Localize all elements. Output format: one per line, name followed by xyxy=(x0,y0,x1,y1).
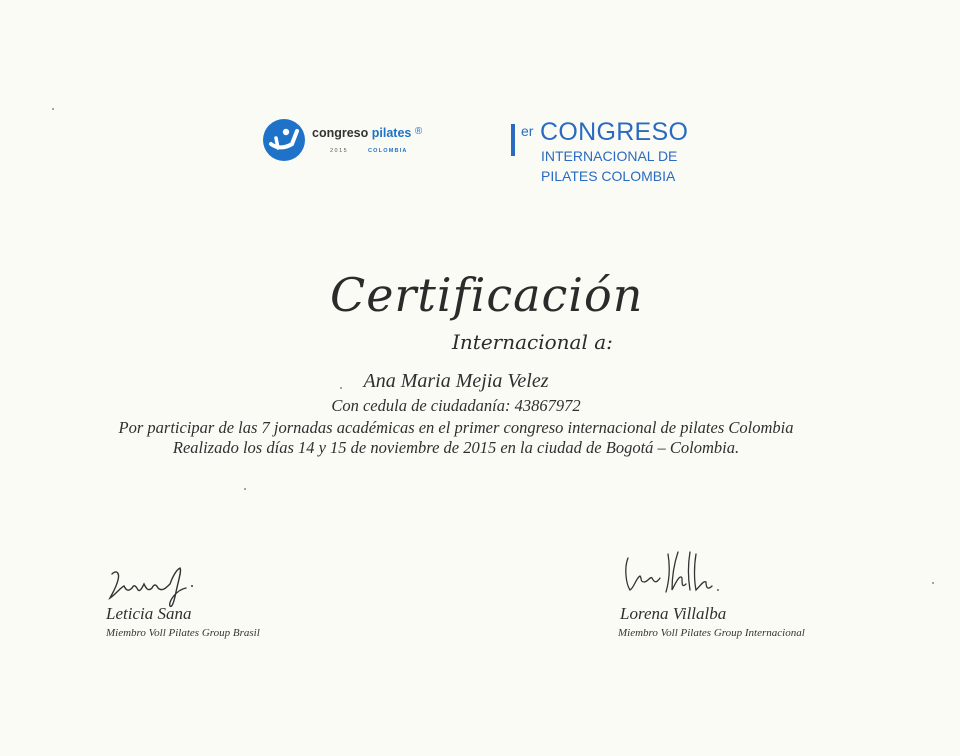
logo-subtitle-line2: PILATES COLOMBIA xyxy=(541,168,676,184)
scan-speck xyxy=(340,387,342,389)
signature-right-image xyxy=(620,548,730,600)
logo-country: COLOMBIA xyxy=(368,148,408,154)
logo-title: CONGRESO xyxy=(540,118,689,146)
certificate-text-line2: Realizado los días 14 y 15 de noviembre de 2015 en la ciudad de Bogotá – Colombia. xyxy=(172,438,740,457)
signatory-right-name: Lorena Villalba xyxy=(620,604,727,623)
logo-year: 2015 xyxy=(330,148,349,154)
scan-speck xyxy=(932,582,934,584)
signatory-right-role: Miembro Voll Pilates Group Internacional xyxy=(618,627,805,639)
scan-speck xyxy=(244,488,246,490)
primer-congreso-logo xyxy=(507,118,697,186)
logo-ordinal: er xyxy=(521,123,534,139)
congreso-pilates-logo xyxy=(262,118,432,166)
congreso-pilates-wordmark: congreso pilates ® xyxy=(312,126,423,140)
recipient-id: Con cedula de ciudadanía: 43867972 xyxy=(331,396,581,415)
pilates-figure-icon xyxy=(262,118,306,162)
logo-subtitle-line1: INTERNACIONAL DE xyxy=(541,148,678,164)
recipient-name: Ana Maria Mejia Velez xyxy=(363,370,549,392)
scan-speck xyxy=(52,108,54,110)
signatory-left-name: Leticia Sana xyxy=(106,604,192,623)
certificate-subtitle: Internacional a: xyxy=(452,330,613,354)
signatory-left-role: Miembro Voll Pilates Group Brasil xyxy=(106,627,260,639)
signature-left-image xyxy=(106,560,206,610)
logo-numeral-one xyxy=(511,124,515,156)
certificate-title: Certificación xyxy=(330,268,644,322)
certificate-text-line1: Por participar de las 7 jornadas académicas en el primer congreso internacional de pilates Colombia xyxy=(118,418,794,437)
